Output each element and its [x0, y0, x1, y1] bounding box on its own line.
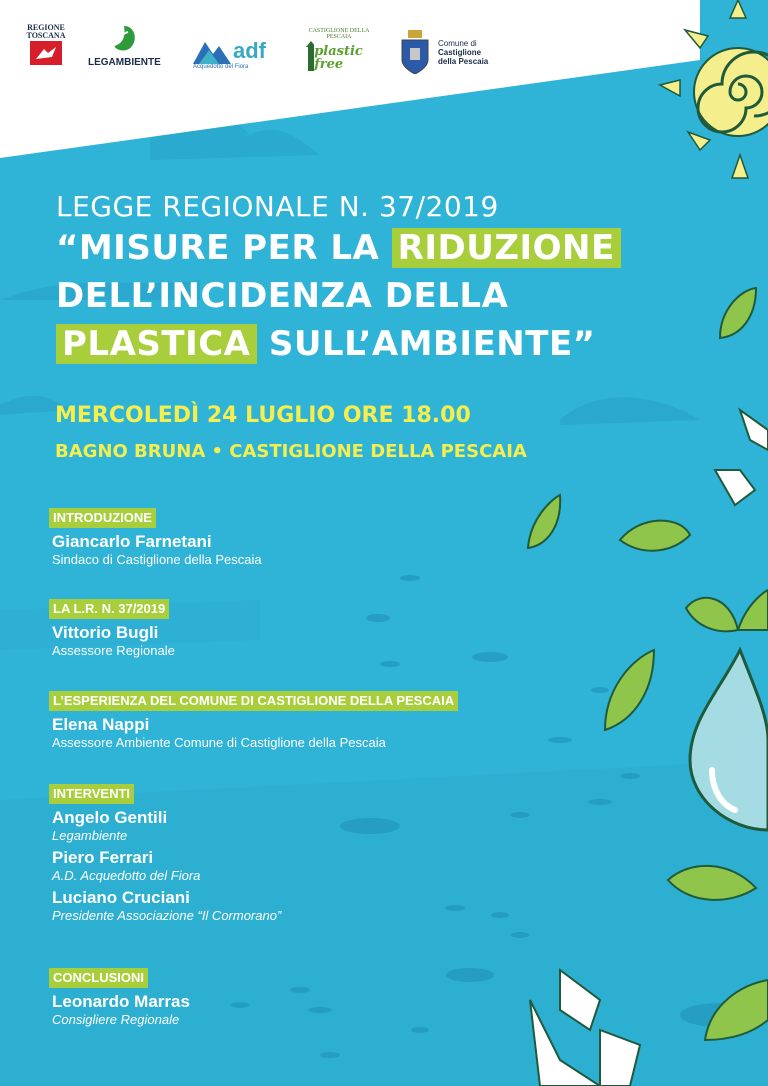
legambiente-text: LEGAMBIENTE	[88, 57, 161, 68]
speaker-name: Elena Nappi	[52, 715, 150, 734]
title-line-3-text: SULL’AMBIENTE”	[256, 324, 596, 364]
speaker-role: Sindaco di Castiglione della Pescaia	[52, 552, 262, 567]
comune-logo	[398, 30, 488, 74]
event-datetime: MERCOLEDÌ 24 LUGLIO ORE 18.00	[55, 403, 471, 428]
section-tag: INTERVENTI	[49, 784, 134, 804]
plastic-free-logo	[304, 28, 374, 71]
mountains-icon	[193, 38, 231, 64]
speaker-name: Giancarlo Farnetani	[52, 532, 212, 551]
section-interventi	[49, 784, 281, 924]
title-highlight-plastica: PLASTICA	[56, 324, 257, 364]
regione-toscana-text: REGIONE TOSCANA	[26, 23, 66, 41]
legambiente-logo	[88, 24, 161, 69]
section-introduzione	[49, 508, 262, 568]
adf-logo	[193, 38, 266, 70]
regione-toscana-logo	[24, 24, 68, 65]
speaker-name: Luciano Cruciani	[52, 888, 190, 907]
plastic-free-text: plastic free	[314, 43, 363, 72]
section-tag: L’ESPERIENZA DEL COMUNE DI CASTIGLIONE DELLA PESCAIA	[49, 691, 458, 711]
castiglione-plastic-text: CASTIGLIONE DELLA PESCAIA	[308, 28, 370, 41]
speaker-role: A.D. Acquedotto del Fiora	[52, 868, 201, 883]
lighthouse-icon	[304, 41, 314, 71]
section-tag: INTRODUZIONE	[49, 508, 156, 528]
law-subtitle: LEGGE REGIONALE N. 37/2019	[56, 190, 499, 223]
coat-of-arms-icon	[398, 30, 432, 74]
title-line-2: DELL’INCIDENZA DELLA	[56, 276, 509, 316]
title-line-3	[56, 320, 696, 368]
header-logos	[0, 0, 768, 160]
comune-line3: della Pescaia	[438, 56, 489, 66]
section-tag: CONCLUSIONI	[49, 968, 148, 988]
speaker-role: Assessore Regionale	[52, 643, 175, 658]
title-line-1-text: “MISURE PER LA	[56, 228, 392, 268]
legambiente-icon	[108, 24, 140, 54]
title-line-1	[56, 224, 696, 272]
speaker-name: Vittorio Bugli	[52, 623, 159, 642]
speaker-role: Assessore Ambiente Comune di Castiglione della Pescaia	[52, 735, 386, 750]
speaker-role: Presidente Associazione “Il Cormorano”	[52, 908, 282, 923]
speaker-role: Legambiente	[52, 828, 128, 843]
adf-subtitle: Acquedotto del Fiora	[193, 64, 249, 70]
speaker-name: Angelo Gentili	[52, 808, 168, 827]
adf-text: adf	[233, 38, 266, 63]
section-legge	[49, 599, 175, 659]
title-highlight-riduzione: RIDUZIONE	[392, 228, 621, 268]
event-place: BAGNO BRUNA • CASTIGLIONE DELLA PESCAIA	[55, 441, 527, 462]
section-tag: LA L.R. N. 37/2019	[49, 599, 169, 619]
comune-line1: Comune di	[438, 38, 477, 48]
pegasus-icon	[30, 41, 62, 65]
speaker-role: Consigliere Regionale	[52, 1012, 180, 1027]
section-esperienza	[49, 691, 458, 751]
speaker-name: Leonardo Marras	[52, 992, 190, 1011]
speaker-name: Piero Ferrari	[52, 848, 154, 867]
comune-line2: Castiglione	[438, 47, 482, 57]
section-conclusioni	[49, 968, 190, 1028]
title-block	[56, 190, 696, 368]
